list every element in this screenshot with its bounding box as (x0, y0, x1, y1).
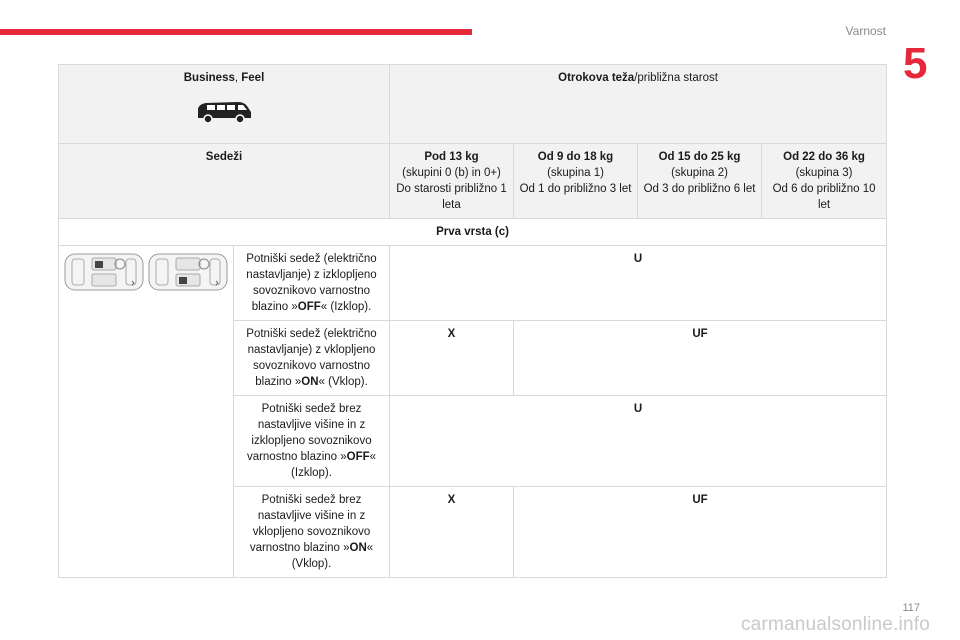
watermark: carmanualsonline.info (740, 614, 930, 635)
row-3-text-end: « (Izklop). (291, 451, 377, 479)
row-3-airbag-state: OFF (346, 451, 370, 463)
seats-label: Sedeži (59, 144, 390, 219)
row-2-value-1: X (390, 321, 514, 396)
row-2-value-2: UF (514, 321, 887, 396)
car-top-view-icon-2 (148, 253, 228, 291)
group-3-cell (762, 144, 887, 219)
section-title: Varnost (845, 24, 886, 38)
model-label-2: Feel (241, 72, 265, 84)
group-2-title: Od 15 do 25 kg (658, 151, 741, 163)
row-2-airbag-state: ON (301, 376, 319, 388)
weight-label-bold: Otrokova teža (558, 72, 635, 84)
page-number: 117 (902, 602, 920, 614)
group-1-cell (514, 144, 638, 219)
row-4-value-1: X (390, 487, 514, 578)
car-top-view-icon (64, 253, 144, 291)
weight-header-cell (390, 65, 887, 144)
row-3-desc (234, 396, 390, 487)
seat-diagrams (63, 253, 229, 291)
group-2-age: Od 3 do približno 6 let (643, 183, 756, 195)
row-section-label: Prva vrsta (c) (59, 219, 887, 246)
row-4-value-2: UF (514, 487, 887, 578)
group-0-title: Pod 13 kg (424, 151, 479, 163)
row-4-airbag-state: ON (349, 542, 367, 554)
row-1-value: U (390, 246, 887, 321)
group-3-sub: (skupina 3) (795, 167, 853, 179)
model-label: Business (183, 72, 235, 84)
row-1-desc (234, 246, 390, 321)
group-2-sub: (skupina 2) (671, 167, 728, 179)
row-4-text-end: « (Vklop). (291, 542, 374, 570)
group-1-title: Od 9 do 18 kg (537, 151, 614, 163)
row-3-text: Potniški sedež brez nastavljive višine in z izklopljeno sovoznikovo varnostno blazino » (246, 403, 372, 463)
group-0-sub: (skupini 0 (b) in 0+) (402, 167, 501, 179)
row-2-text: Potniški sedež (električno nastavljanje) z vklopljeno sovoznikovo varnostno blazino » (246, 328, 377, 388)
group-0-age: Do starosti približno 1 leta (396, 183, 507, 211)
row-1-airbag-state: OFF (297, 301, 321, 313)
row-4-desc (234, 487, 390, 578)
row-2-text-end: « (Vklop). (318, 376, 368, 388)
weight-label-rest: /približna starost (634, 72, 718, 84)
seat-diagram-cell (59, 246, 234, 578)
group-0-cell (390, 144, 514, 219)
model-header-cell (59, 65, 390, 144)
van-icon (63, 98, 385, 131)
row-1-text: Potniški sedež (električno nastavljanje) z izklopljeno sovoznikovo varnostno blazino » (246, 253, 377, 313)
group-3-age: Od 6 do približno 10 let (772, 183, 876, 211)
group-2-cell (638, 144, 762, 219)
row-2-desc (234, 321, 390, 396)
chapter-number: 5 (903, 39, 928, 88)
row-3-value: U (390, 396, 887, 487)
row-4-text: Potniški sedež brez nastavljive višine in z vklopljeno sovoznikovo varnostno blazino » (249, 494, 371, 554)
model-separator: , (234, 72, 242, 84)
header-accent-bar (0, 29, 472, 35)
group-1-sub: (skupina 1) (547, 167, 604, 179)
group-3-title: Od 22 do 36 kg (783, 151, 865, 163)
group-1-age: Od 1 do približno 3 let (519, 183, 632, 195)
row-1-text-end: « (Izklop). (320, 301, 372, 313)
child-seat-table (58, 64, 887, 578)
